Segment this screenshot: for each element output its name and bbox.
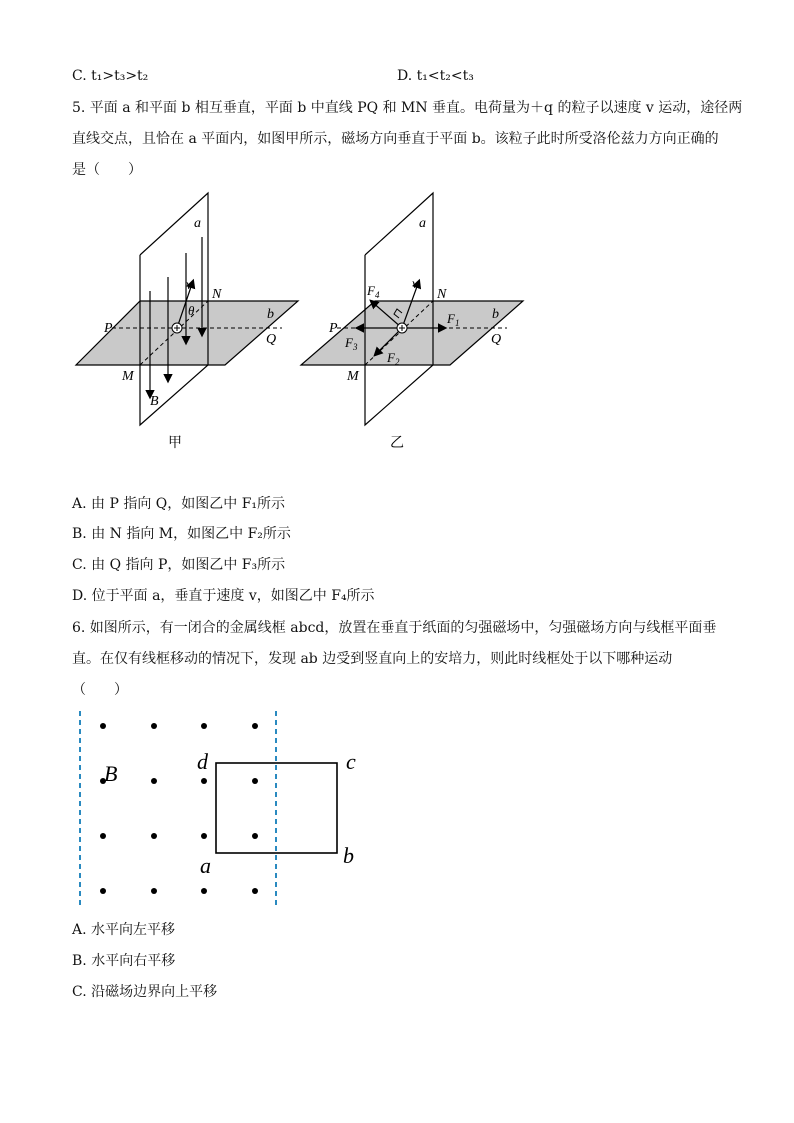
label-v-jia: v bbox=[186, 278, 193, 293]
label-B-field: B bbox=[104, 761, 118, 786]
label-d: d bbox=[197, 749, 208, 774]
label-a-jia: a bbox=[194, 216, 201, 231]
q6-figure bbox=[70, 705, 390, 915]
label-n-jia: N bbox=[212, 287, 222, 302]
label-q-jia: Q bbox=[266, 332, 277, 347]
label-f3: $F_3$ bbox=[345, 335, 358, 352]
q5-stem-line1: 5. 平面 a 和平面 b 相互垂直，平面 b 中直线 PQ 和 MN 垂直。电荷量为＋q 的粒子以速度 v 运动，途径两 bbox=[72, 100, 743, 116]
field-dots bbox=[100, 723, 258, 894]
q6-option-c: C. 沿磁场边界向上平移 bbox=[72, 984, 218, 1000]
label-f4: $F_4$ bbox=[367, 283, 380, 300]
label-theta-jia: θ bbox=[188, 303, 195, 318]
label-b-jia: b bbox=[267, 307, 274, 322]
q6-option-b: B. 水平向右平移 bbox=[72, 953, 176, 969]
q5-figure-yi bbox=[295, 185, 535, 455]
label-p-yi: P bbox=[329, 321, 338, 336]
label-b: b bbox=[343, 843, 354, 868]
label-c: c bbox=[346, 749, 356, 774]
caption-yi: 乙 bbox=[390, 436, 404, 451]
q5-option-a: A. 由 P 指向 Q，如图乙中 F₁所示 bbox=[72, 496, 286, 512]
q5-stem-line2: 直线交点，且恰在 a 平面内，如图甲所示，磁场方向垂直于平面 b。该粒子此时所受洛伦兹力方向正确的 bbox=[72, 131, 719, 147]
q6-stem-line1: 6. 如图所示，有一闭合的金属线框 abcd，放置在垂直于纸面的匀强磁场中，匀强磁场方向与线框平面垂 bbox=[72, 620, 717, 636]
q6-stem-line2: 直。在仅有线框移动的情况下，发现 ab 边受到竖直向上的安培力，则此时线框处于以下哪种运动 bbox=[72, 651, 673, 667]
label-f2: $F_2$ bbox=[387, 350, 400, 367]
q5-option-b: B. 由 N 指向 M，如图乙中 F₂所示 bbox=[72, 526, 291, 542]
label-a: a bbox=[200, 853, 211, 878]
q5-figure-jia bbox=[70, 185, 310, 455]
label-f1: $F_1$ bbox=[447, 311, 460, 328]
q4-option-d: D. t₁<t₂<t₃ bbox=[397, 68, 474, 84]
q5-option-d: D. 位于平面 a，垂直于速度 v，如图乙中 F₄所示 bbox=[72, 588, 375, 604]
label-v-yi: v bbox=[412, 277, 419, 292]
label-B-jia: B bbox=[150, 394, 159, 409]
label-b-yi: b bbox=[492, 307, 499, 322]
label-a-yi: a bbox=[419, 216, 426, 231]
q5-stem-line3: 是（ ） bbox=[72, 162, 142, 178]
label-p-jia: P bbox=[104, 321, 113, 336]
label-q-yi: Q bbox=[491, 332, 502, 347]
label-n-yi: N bbox=[437, 287, 447, 302]
q5-option-c: C. 由 Q 指向 P，如图乙中 F₃所示 bbox=[72, 557, 286, 573]
q6-stem-line3: （ ） bbox=[72, 682, 128, 698]
label-m-yi: M bbox=[347, 369, 359, 384]
q6-option-a: A. 水平向左平移 bbox=[72, 922, 176, 938]
q4-option-c: C. t₁>t₃>t₂ bbox=[72, 68, 149, 84]
label-m-jia: M bbox=[122, 369, 134, 384]
caption-jia: 甲 bbox=[168, 436, 182, 451]
